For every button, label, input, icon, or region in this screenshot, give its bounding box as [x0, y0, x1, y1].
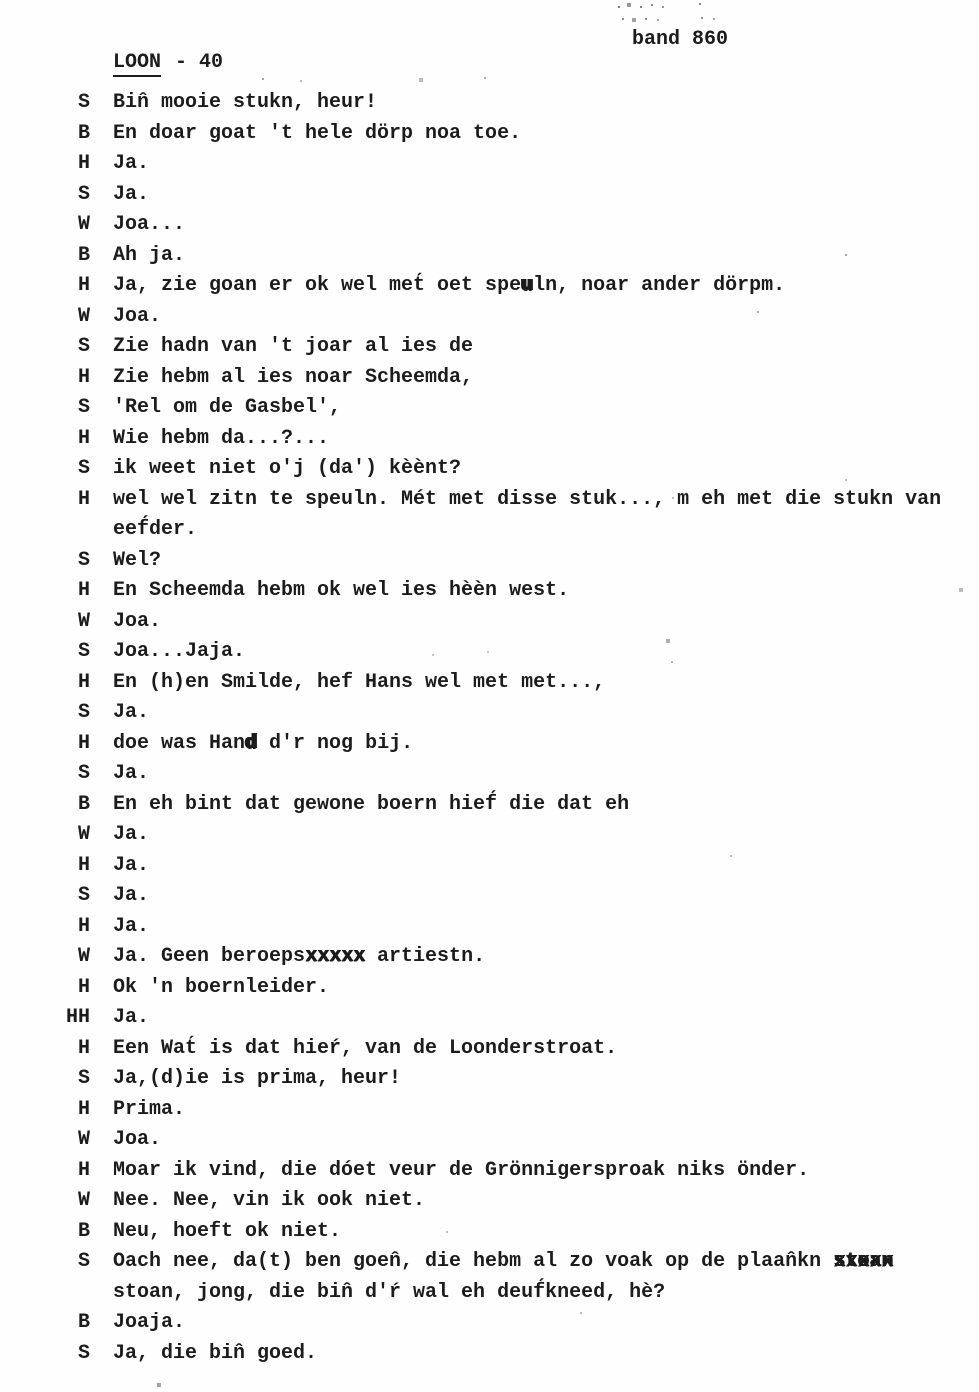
speaker-label: S — [77, 457, 90, 480]
utterance-text: Ja. — [113, 823, 150, 846]
overtyped-text: d — [245, 731, 258, 755]
utterance-text: ik weet niet o'j (da') kèènt? — [113, 457, 462, 480]
transcript-line — [44, 119, 973, 150]
transcript-line — [44, 942, 973, 973]
utterance-text: Ja. — [113, 914, 150, 938]
speaker-label: H — [77, 1158, 90, 1182]
utterance-text: Joa... — [113, 213, 186, 236]
speaker-label: W — [77, 213, 90, 236]
transcript — [44, 88, 973, 1369]
utterance-text: En (h)en Smilde, hef Hans wel met met..., — [113, 670, 606, 694]
utterance-text: Ja. — [113, 701, 150, 724]
speaker-label: W — [77, 945, 90, 968]
transcript-line — [44, 607, 973, 638]
utterance-text: Joa. — [113, 1128, 162, 1151]
utterance-text: En doar goat 't hele dörp noa toe. — [113, 121, 522, 145]
obliterated-text: xxxxx xxxxx — [305, 942, 365, 973]
transcript-line — [44, 973, 973, 1004]
speaker-label: S — [77, 335, 90, 358]
transcript-line — [44, 912, 973, 943]
speaker-label: S — [77, 640, 90, 663]
transcript-line — [44, 790, 973, 821]
utterance-text: Bin̂ mooie stukn, heur! — [113, 91, 378, 114]
utterance-text: En Scheemda hebm ok wel ies hèèn west. — [113, 579, 570, 602]
speaker-label: H — [77, 152, 90, 175]
utterance-text: Ja, zie goan er ok wel met́ oet speuln, noar ander dörpm. — [113, 274, 786, 297]
transcript-line — [44, 393, 973, 424]
utterance-text: Wel? — [113, 548, 162, 572]
transcript-line — [44, 210, 973, 241]
scan-noise — [0, 0, 2, 2]
speaker-label: S — [77, 884, 90, 907]
page-title-number: - 40 — [175, 51, 224, 74]
transcript-line — [44, 180, 973, 211]
utterance-text: En eh bint dat gewone boern hief́ die dat eh — [113, 792, 630, 816]
transcript-line — [44, 1217, 973, 1248]
transcript-line — [44, 302, 973, 333]
utterance-text: stoan, jong, die bin̂ d'ŕ wal eh deuf́kneed, hè? — [113, 1280, 666, 1304]
transcript-line — [44, 241, 973, 272]
utterance-text: Wie hebm da...?... — [113, 426, 330, 450]
transcript-line — [44, 1339, 973, 1370]
speaker-label: HH — [65, 1006, 90, 1029]
utterance-text: Joa. — [113, 609, 162, 633]
speaker-label: B — [77, 121, 90, 145]
speaker-label: H — [77, 274, 90, 297]
speaker-label: S — [77, 548, 90, 572]
utterance-text: wel wel zitn te speuln. Mét met disse stuk..., m eh met die stukn van — [113, 487, 942, 511]
utterance-text: Nee. Nee, vin ik ook niet. — [113, 1189, 426, 1212]
utterance-text: Neu, hoeft ok niet. — [113, 1219, 342, 1243]
speaker-label: S — [77, 91, 90, 114]
transcript-line — [44, 454, 973, 485]
speaker-label: S — [77, 1250, 90, 1273]
transcript-line — [44, 1278, 973, 1309]
transcript-line — [44, 820, 973, 851]
transcript-line — [44, 271, 973, 302]
transcript-line — [44, 1186, 973, 1217]
speaker-label: B — [77, 1219, 90, 1243]
speaker-label — [44, 1278, 90, 1309]
speaker-label: S — [77, 762, 90, 785]
speaker-label: H — [77, 670, 90, 694]
obliterated-text: stoan xxxxx — [833, 1247, 893, 1278]
speaker-label — [44, 515, 90, 546]
speaker-label: B — [77, 243, 90, 267]
utterance-text: Ja. — [113, 884, 150, 907]
band-label: band 860 — [632, 28, 729, 51]
utterance-text: eef́der. — [113, 518, 198, 541]
transcript-line — [44, 1064, 973, 1095]
speaker-label: W — [77, 304, 90, 328]
transcript-line — [44, 1003, 973, 1034]
transcript-line — [44, 1156, 973, 1187]
speaker-label: W — [77, 609, 90, 633]
speaker-label: H — [77, 731, 90, 755]
transcript-line — [44, 729, 973, 760]
transcript-line — [44, 668, 973, 699]
utterance-text: 'Rel om de Gasbel', — [113, 396, 342, 419]
speaker-label: H — [77, 487, 90, 511]
utterance-text: Joa. — [113, 304, 162, 328]
transcript-line — [44, 424, 973, 455]
transcript-line — [44, 881, 973, 912]
speaker-label: H — [77, 426, 90, 450]
utterance-text: Joa...Jaja. — [113, 640, 246, 663]
utterance-text: Ja. — [113, 762, 150, 785]
utterance-text: Ja. — [113, 182, 150, 206]
overtyped-text: u — [521, 274, 534, 297]
utterance-text: Ja,(d)ie is prima, heur! — [113, 1067, 402, 1090]
utterance-text: Ja. — [113, 1006, 150, 1029]
transcript-line — [44, 149, 973, 180]
utterance-text: Een Wat́ is dat hieŕ, van de Loonderstroat. — [113, 1036, 618, 1060]
speaker-label: B — [77, 792, 90, 816]
transcript-line — [44, 332, 973, 363]
utterance-text: doe was Hand d'r nog bij. — [113, 731, 414, 755]
transcript-line — [44, 637, 973, 668]
transcript-line — [44, 363, 973, 394]
speaker-label: W — [77, 1189, 90, 1212]
page-title-location: LOON — [113, 51, 161, 77]
speaker-label: H — [77, 1036, 90, 1060]
speaker-label: H — [77, 365, 90, 389]
speaker-label: W — [77, 1128, 90, 1151]
transcript-line — [44, 546, 973, 577]
utterance-text: Ja. — [113, 853, 150, 877]
utterance-text: Ja. — [113, 152, 150, 175]
speaker-label: H — [77, 975, 90, 999]
utterance-text: Ja. Geen beroepsxxxxx xxxxx artiestn. — [113, 942, 485, 973]
transcript-line — [44, 759, 973, 790]
speaker-label: S — [77, 1067, 90, 1090]
scan-noise — [0, 0, 2, 2]
speaker-label: S — [77, 701, 90, 724]
speaker-label: W — [77, 823, 90, 846]
utterance-text: Prima. — [113, 1097, 186, 1121]
speaker-label: S — [77, 1341, 90, 1365]
transcript-line — [44, 851, 973, 882]
transcript-line — [44, 1034, 973, 1065]
transcript-line — [44, 1095, 973, 1126]
speaker-label: H — [77, 853, 90, 877]
page-title — [65, 28, 223, 97]
speaker-label: H — [77, 1097, 90, 1121]
transcript-line — [44, 698, 973, 729]
utterance-text: Ok 'n boernleider. — [113, 975, 330, 999]
utterance-text: Oach nee, da(t) ben goen̂, die hebm al zo voak op de plaan̂kn stoan xxxxx — [113, 1247, 893, 1278]
utterance-text: Ja, die bin̂ goed. — [113, 1341, 318, 1365]
utterance-text: Joaja. — [113, 1311, 186, 1334]
utterance-text: Ah ja. — [113, 243, 186, 267]
transcript-line — [44, 1125, 973, 1156]
speaker-label: H — [77, 914, 90, 938]
transcript-line — [44, 1247, 973, 1278]
utterance-text: Zie hebm al ies noar Scheemda, — [113, 365, 474, 389]
speaker-label: H — [77, 579, 90, 602]
transcript-line — [44, 1308, 973, 1339]
speaker-label: S — [77, 182, 90, 206]
transcript-line — [44, 515, 973, 546]
utterance-text: Moar ik vind, die dóet veur de Grönnigersproak niks önder. — [113, 1158, 810, 1182]
transcript-line — [44, 485, 973, 516]
transcript-line — [44, 88, 973, 119]
transcript-line — [44, 576, 973, 607]
utterance-text: Zie hadn van 't joar al ies de — [113, 335, 474, 358]
speaker-label: B — [77, 1311, 90, 1334]
speaker-label: S — [77, 396, 90, 419]
